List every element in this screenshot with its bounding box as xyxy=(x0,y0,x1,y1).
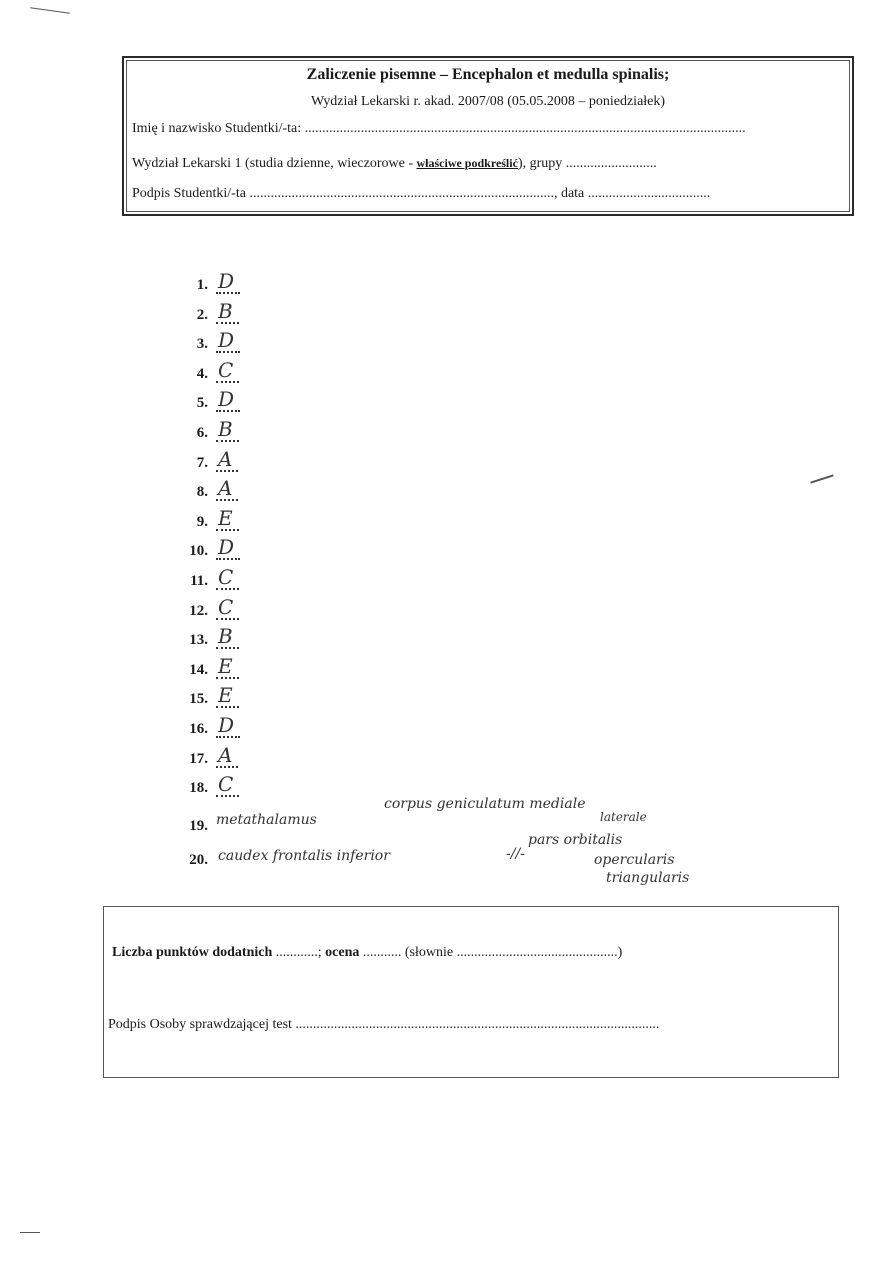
answer-row xyxy=(172,501,239,531)
question-number: 9. xyxy=(196,513,208,530)
grade-dots: ........... xyxy=(362,945,402,960)
handwritten-answer-letter: C xyxy=(216,566,239,590)
handwritten-answer-letter: C xyxy=(216,596,239,620)
handwritten-answer-letter: B xyxy=(216,625,239,649)
test-title: Zaliczenie pisemne – Encephalon et medulla spinalis; xyxy=(306,66,670,83)
answer-row xyxy=(172,412,239,442)
question-number: 18. xyxy=(189,780,208,797)
handwritten-answer-letter: B xyxy=(216,418,239,442)
handwritten-answer-letter: D xyxy=(216,536,240,560)
question-number: 17. xyxy=(189,750,208,767)
answer-row xyxy=(172,353,239,383)
handwritten-answer-letter: B xyxy=(216,300,239,324)
handwritten-answer-letter: D xyxy=(216,329,240,353)
question-number: 8. xyxy=(196,484,208,501)
group-label: ), grupy xyxy=(517,156,563,171)
handwritten-answer-letter: A xyxy=(216,477,238,501)
date-label: data xyxy=(560,186,585,201)
signature-date-field[interactable] xyxy=(132,186,836,202)
question-number: 4. xyxy=(196,365,208,382)
faculty-label: Wydział Lekarski 1 (studia dzienne, wieczorowe - xyxy=(132,156,413,171)
handwritten-answer: metathalamus xyxy=(216,812,317,828)
date-dots: ................................... xyxy=(587,186,711,201)
question-number: 7. xyxy=(196,454,208,471)
handwritten-answer-letter: E xyxy=(216,655,239,679)
question-number: 20. xyxy=(189,852,208,868)
answer-row xyxy=(172,649,239,679)
answer-row xyxy=(172,264,240,294)
handwritten-answer-letter: D xyxy=(216,388,240,412)
handwritten-answer-letter: E xyxy=(216,684,239,708)
points-dots: ............; xyxy=(275,945,322,960)
question-number: 6. xyxy=(196,425,208,441)
underline-instruction: właściwe podkreślić xyxy=(416,156,518,170)
question-number: 16. xyxy=(189,721,208,737)
answer-row xyxy=(172,738,238,768)
student-name-field[interactable] xyxy=(132,121,836,137)
signature-label: Podpis Studentki/-ta xyxy=(132,186,246,201)
answer-row xyxy=(172,590,239,620)
student-name-label: Imię i nazwisko Studentki/-ta: xyxy=(132,121,302,136)
handwritten-answer-letter: D xyxy=(216,714,240,738)
question-number: 19. xyxy=(189,818,208,834)
checker-signature-line[interactable] xyxy=(108,1017,659,1033)
words-dots: ..............................................) xyxy=(456,945,623,960)
faculty-year-line: Wydział Lekarski r. akad. 2007/08 (05.05.2008 – poniedziałek) xyxy=(310,94,666,109)
header-box xyxy=(122,56,854,216)
faculty-group-field[interactable] xyxy=(132,156,836,172)
question-number: 14. xyxy=(189,661,208,678)
question-number: 3. xyxy=(196,336,208,353)
handwritten-answer-letter: A xyxy=(216,448,238,472)
scan-mark xyxy=(30,7,70,14)
handwritten-answer-letter: E xyxy=(216,507,239,531)
handwritten-answer-letter: C xyxy=(216,359,239,383)
question-number: 1. xyxy=(196,277,208,293)
answer-row xyxy=(172,442,238,472)
grade-label: ocena xyxy=(325,945,360,960)
handwritten-answer: triangularis xyxy=(606,870,690,886)
answer-row xyxy=(172,767,239,797)
handwritten-answer: -//- xyxy=(506,846,525,862)
question-number: 13. xyxy=(189,632,208,649)
answer-row xyxy=(172,382,240,412)
handwritten-answer-letter: C xyxy=(216,773,239,797)
answer-row xyxy=(172,560,239,590)
points-label: Liczba punktów dodatnich xyxy=(112,945,273,960)
handwritten-answer-letter: D xyxy=(216,270,240,294)
checker-dots: ........................................................................................................ xyxy=(295,1017,660,1032)
question-number: 10. xyxy=(189,543,208,560)
answer-row xyxy=(172,619,239,649)
question-number: 5. xyxy=(196,395,208,412)
grading-box xyxy=(103,906,839,1078)
student-name-dots: .............................................................................................................................. xyxy=(304,121,746,136)
signature-dots: ......................................................................................., xyxy=(249,186,558,201)
answer-row xyxy=(172,708,240,738)
handwritten-answer: laterale xyxy=(600,810,647,824)
question-number: 12. xyxy=(189,602,208,619)
handwritten-answer: corpus geniculatum mediale xyxy=(384,796,586,812)
group-dots: .......................... xyxy=(565,156,657,171)
answer-row xyxy=(172,530,240,560)
points-grade-line[interactable] xyxy=(112,945,622,961)
checker-label: Podpis Osoby sprawdzającej test xyxy=(108,1017,292,1032)
question-number: 11. xyxy=(190,573,208,589)
answer-row xyxy=(172,471,238,501)
words-label: (słownie xyxy=(404,945,454,960)
scan-mark xyxy=(20,1232,40,1233)
question-number: 2. xyxy=(196,306,208,323)
answer-row xyxy=(172,323,240,353)
handwritten-answer: pars orbitalis xyxy=(528,832,623,848)
pen-mark xyxy=(810,474,833,483)
answer-row xyxy=(172,678,239,708)
handwritten-answer-letter: A xyxy=(216,744,238,768)
question-number: 15. xyxy=(189,691,208,708)
answer-row xyxy=(172,294,239,324)
handwritten-answer: caudex frontalis inferior xyxy=(218,848,390,864)
handwritten-answer: opercularis xyxy=(594,852,675,868)
